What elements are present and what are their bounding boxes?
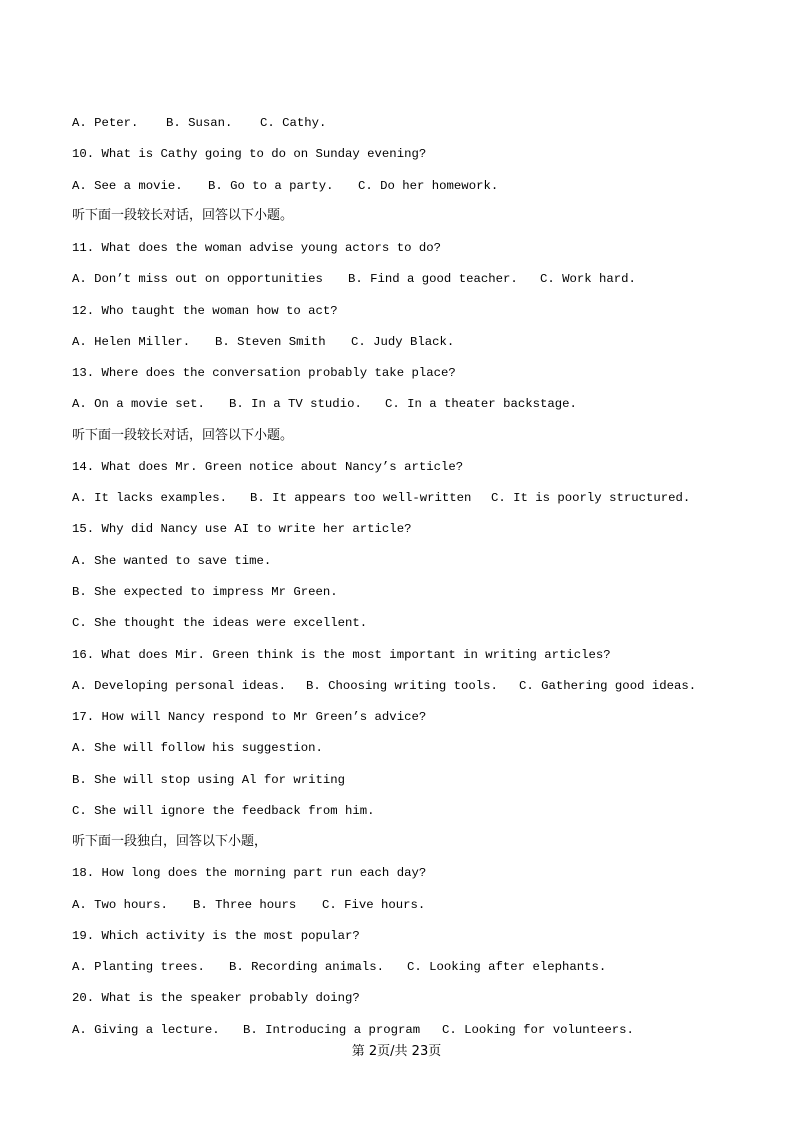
answer-option: B. In a TV studio. [229,397,362,411]
answer-option: C. Cathy. [260,116,327,130]
answer-option: C. In a theater backstage. [385,397,577,411]
question-text: 11. What does the woman advise young actors to do? [72,241,441,255]
answer-option: C. Looking after elephants. [407,960,607,974]
answer-option: B. Recording animals. [229,960,384,974]
answer-option: B. Steven Smith [215,335,326,349]
answer-option: A. On a movie set. [72,397,205,411]
answer-option: B. Susan. [166,116,233,130]
section-instruction: 听下面一段较长对话，回答以下小题。 [72,208,294,223]
answer-option: A. Peter. [72,116,139,130]
answer-option: A. Giving a lecture. [72,1023,220,1037]
answer-option: C. She thought the ideas were excellent. [72,616,368,630]
answer-option: B. Three hours [193,898,297,912]
question-text: 13. Where does the conversation probably take place? [72,366,456,380]
answer-option: C. Judy Black. [351,335,455,349]
question-text: 14. What does Mr. Green notice about Nancy’s article? [72,460,464,474]
section-instruction: 听下面一段独白，回答以下小题， [72,834,268,849]
answer-option: B. It appears too well-written [250,491,472,505]
section-instruction: 听下面一段较长对话，回答以下小题。 [72,428,294,443]
answer-option: B. Go to a party. [208,179,334,193]
question-text: 17. How will Nancy respond to Mr Green’s advice? [72,710,427,724]
answer-option: C. It is poorly structured. [491,491,691,505]
answer-option: A. Developing personal ideas. [72,679,287,693]
answer-option: C. Five hours. [322,898,426,912]
answer-option: B. Choosing writing tools. [306,679,498,693]
answer-option: A. Planting trees. [72,960,205,974]
answer-option: C. She will ignore the feedback from him. [72,804,375,818]
answer-option: A. See a movie. [72,179,183,193]
question-text: 16. What does Mir. Green think is the most important in writing articles? [72,648,611,662]
answer-option: A. Don’t miss out on opportunities [72,272,323,286]
answer-option: A. Helen Miller. [72,335,191,349]
answer-option: C. Work hard. [540,272,636,286]
answer-option: A. It lacks examples. [72,491,227,505]
answer-option: A. She wanted to save time. [72,554,272,568]
question-text: 20. What is the speaker probably doing? [72,991,360,1005]
question-text: 18. How long does the morning part run each day? [72,866,427,880]
question-text: 12. Who taught the woman how to act? [72,304,338,318]
answer-option: B. She will stop using Al for writing [72,773,346,787]
answer-option: B. Introducing a program [243,1023,421,1037]
answer-option: A. Two hours. [72,898,168,912]
answer-option: C. Looking for volunteers. [442,1023,634,1037]
question-text: 19. Which activity is the most popular? [72,929,360,943]
question-text: 10. What is Cathy going to do on Sunday evening? [72,147,427,161]
question-text: 15. Why did Nancy use AI to write her article? [72,522,412,536]
answer-option: C. Gathering good ideas. [519,679,697,693]
answer-option: B. She expected to impress Mr Green. [72,585,338,599]
answer-option: A. She will follow his suggestion. [72,741,323,755]
page-footer: 第 2页/共 23页 [351,1044,442,1059]
answer-option: B. Find a good teacher. [348,272,518,286]
answer-option: C. Do her homework. [358,179,499,193]
